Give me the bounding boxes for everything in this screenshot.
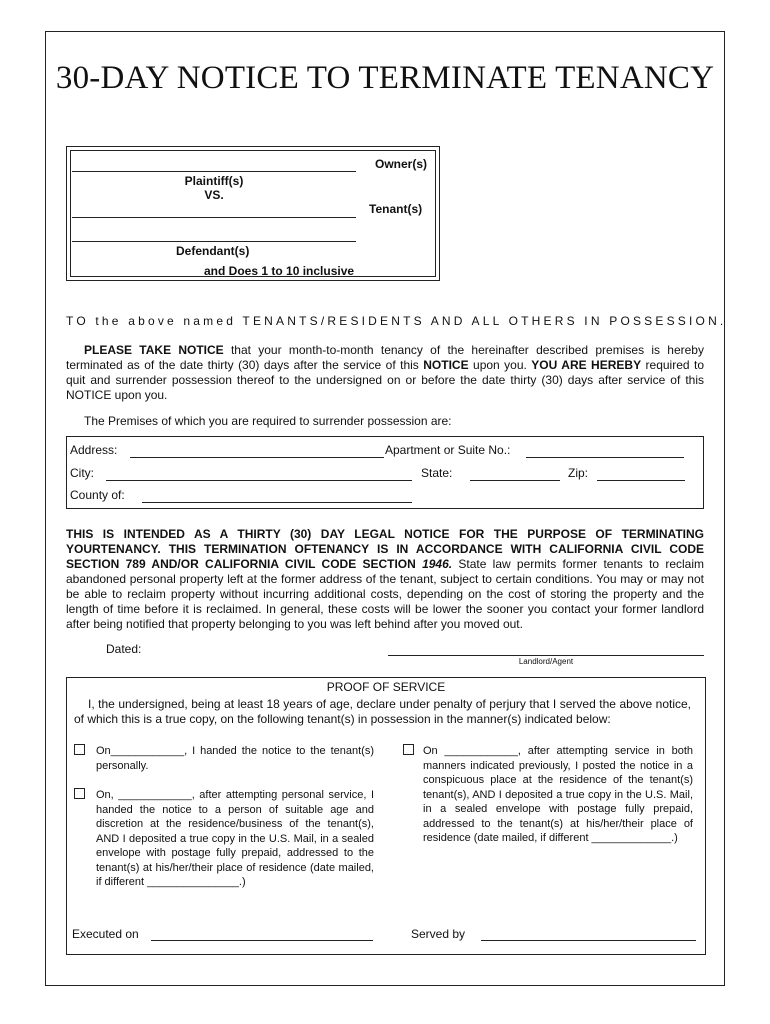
proof-heading: PROOF OF SERVICE bbox=[326, 680, 446, 694]
option2-text: On, ____________, after attempting personal service, I handed the notice to a person of suitable age and discretion at the residence/business of the tenant(s), AND I deposited a true copy in the U.S. Mail, in a sealed envelope with postage fully prepaid, addressed to the tenant(s) at his/her/their place of residence (date mailed, if different _______________.) bbox=[96, 789, 374, 888]
legal-section-number: 1946. bbox=[422, 557, 453, 571]
executed-on-field[interactable] bbox=[151, 940, 373, 941]
apt-field[interactable] bbox=[526, 457, 684, 458]
county-field[interactable] bbox=[142, 502, 412, 503]
document-title: 30-DAY NOTICE TO TERMINATE TENANCY bbox=[55, 60, 715, 96]
dated-label: Dated: bbox=[106, 642, 142, 656]
county-label: County of: bbox=[70, 488, 125, 502]
notice-lead: PLEASE TAKE NOTICE bbox=[84, 343, 224, 357]
legal-bold-text: THIS IS INTENDED AS A THIRTY (30) DAY LEGAL NOTICE FOR THE PURPOSE OF TERMINATING YOURTENANCY. THIS TERMINATION OFTENANCY IS IN ACCORDANCE WITH CALIFORNIA CIVIL CODE SECTION 789 AND/OR CALIFORNIA CIVIL CODE SECTION bbox=[66, 527, 704, 571]
zip-label: Zip: bbox=[568, 466, 589, 480]
to-line: TO the above named TENANTS/RESIDENTS AND ALL OTHERS IN POSSESSION. bbox=[66, 314, 727, 328]
premises-intro: The Premises of which you are required to surrender possession are: bbox=[84, 414, 452, 428]
option2-checkbox[interactable] bbox=[74, 788, 85, 799]
city-label: City: bbox=[70, 466, 94, 480]
served-by-label: Served by bbox=[411, 927, 466, 941]
executed-on-label: Executed on bbox=[72, 927, 139, 941]
state-label: State: bbox=[421, 466, 453, 480]
option3-text: On ____________, after attempting service in both manners indicated previously, I posted the notice in a conspicuous place at the residence of the tenant(s) tenant(s), AND I deposited a true copy in the U.S. Mail, in a sealed envelope with postage fully prepaid, addressed to the tenant(s) at his/her/their place of residence (date mailed, if different _____________.) bbox=[423, 745, 693, 844]
defendant-name-line[interactable] bbox=[72, 241, 356, 242]
notice-text-2: upon you. bbox=[468, 358, 532, 372]
vs-label: VS. bbox=[204, 188, 224, 202]
tenant-name-line[interactable] bbox=[72, 217, 356, 218]
notice-text-1: that your month-to-month tenancy of the hereinafter described premises is hereby terminated as of the date thirty (30) days after the service of this bbox=[66, 343, 704, 372]
notice-hereby: YOU ARE HEREBY bbox=[531, 358, 642, 372]
address-label: Address: bbox=[70, 443, 118, 457]
apt-label: Apartment or Suite No.: bbox=[385, 443, 511, 457]
notice-paragraph bbox=[66, 343, 704, 403]
plaintiffs-label: Plaintiff(s) bbox=[184, 174, 244, 188]
tenants-label: Tenant(s) bbox=[369, 202, 423, 216]
owner-name-line[interactable] bbox=[72, 171, 356, 172]
option3-checkbox[interactable] bbox=[403, 744, 414, 755]
notice-word: NOTICE bbox=[423, 358, 469, 372]
city-field[interactable] bbox=[106, 480, 412, 481]
proof-intro: I, the undersigned, being at least 18 years of age, declare under penalty of perjury that I served the above notice, of which this is a true copy, on the following tenant(s) in possession in the manner(s) indicated below: bbox=[74, 697, 691, 726]
legal-paragraph bbox=[66, 527, 704, 632]
option1-text: On____________, I handed the notice to the tenant(s) personally. bbox=[96, 745, 374, 772]
does-label: and Does 1 to 10 inclusive bbox=[204, 264, 355, 278]
state-field[interactable] bbox=[470, 480, 560, 481]
served-by-field[interactable] bbox=[481, 940, 696, 941]
zip-field[interactable] bbox=[597, 480, 685, 481]
notice-text-3: required to quit and surrender possession thereof to the undersigned on or before the date thirty (30) days after service of this NOTICE upon you. bbox=[66, 358, 704, 402]
option1-checkbox[interactable] bbox=[74, 744, 85, 755]
address-field[interactable] bbox=[130, 457, 384, 458]
defendants-label: Defendant(s) bbox=[176, 244, 250, 258]
landlord-label: Landlord/Agent bbox=[518, 657, 574, 666]
owners-label: Owner(s) bbox=[375, 157, 428, 171]
legal-rest-text: State law permits former tenants to reclaim abandoned personal property left at the former address of the tenant, subject to certain conditions. You may or may not be able to reclaim property without incurring additional costs, depending on the cost of storing the property and the length of time before it is reclaimed. In general, these costs will be lower the sooner you contact your former landlord after being notified that property belonging to you was left behind after you moved out. bbox=[66, 557, 705, 631]
landlord-signature-line[interactable] bbox=[388, 655, 704, 656]
